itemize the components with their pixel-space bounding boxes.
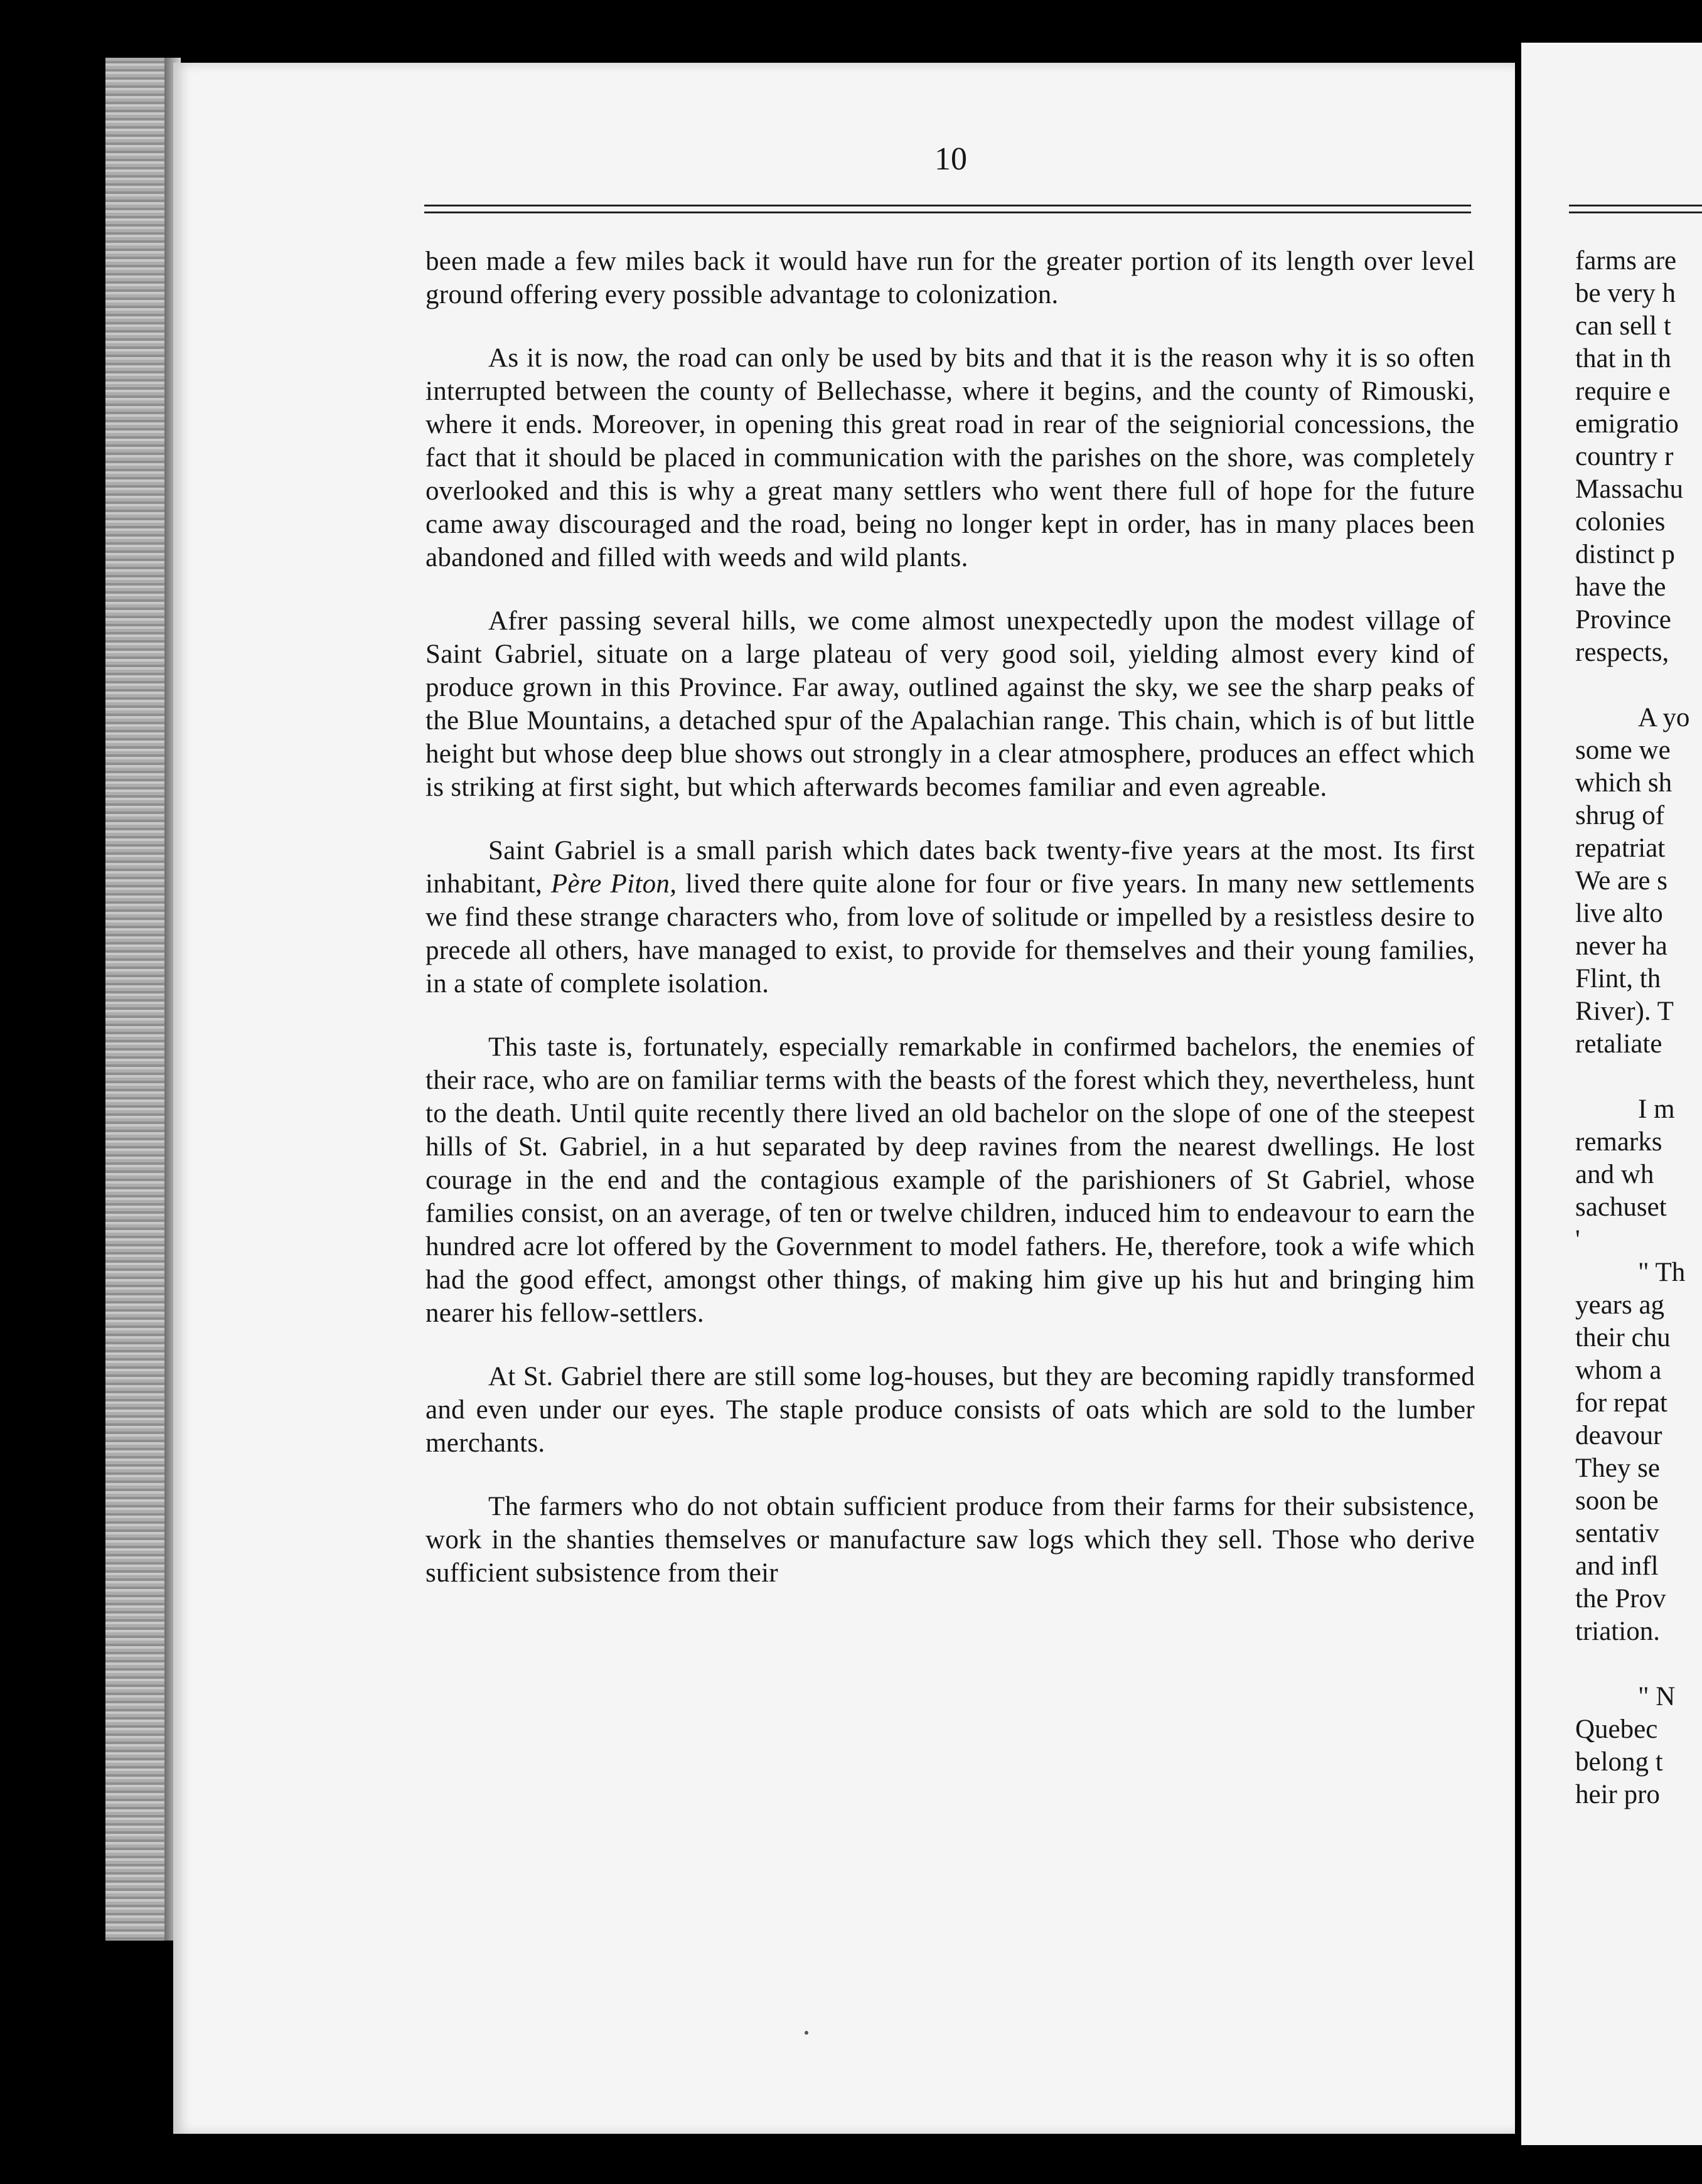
facing-line: the Prov bbox=[1575, 1584, 1666, 1614]
facing-line: ' bbox=[1575, 1225, 1580, 1255]
facing-line: They se bbox=[1575, 1453, 1660, 1483]
facing-line: heir pro bbox=[1575, 1780, 1660, 1809]
facing-line: Quebec bbox=[1575, 1715, 1658, 1744]
italic-name: Père Piton, bbox=[550, 869, 677, 899]
facing-line: require e bbox=[1575, 377, 1671, 406]
facing-line: emigratio bbox=[1575, 409, 1679, 439]
facing-line: " Th bbox=[1638, 1258, 1686, 1287]
facing-header-rule bbox=[1569, 205, 1702, 213]
facing-line: shrug of bbox=[1575, 801, 1665, 830]
facing-line: We are s bbox=[1575, 866, 1667, 896]
facing-line: soon be bbox=[1575, 1486, 1659, 1516]
paragraph: Afrer passing several hills, we come almost unexpectedly upon the modest village of Saint Gabriel, situate on a large plateau of very good soil, yielding almost every kind of produce grown in this Province. Far away, outlined against the sky, we see the sharp peaks of the Blue Mountains, a detached spur of the Apalachian range. This chain, which is of but little height but whose deep blue shows out strongly in a clear atmosphere, produces an effect which is striking at first sight, but which afterwards becomes familiar and even agreable. bbox=[426, 606, 1475, 802]
facing-line: farms are bbox=[1575, 246, 1677, 276]
paragraph bbox=[426, 834, 1475, 1000]
facing-line: Flint, th bbox=[1575, 964, 1661, 993]
facing-line: their chu bbox=[1575, 1323, 1671, 1352]
paragraph: This taste is, fortunately, especially remarkable in confirmed bachelors, the enemies of their race, who are on familiar terms with the beasts of the forest which they, nevertheless, hunt to the death. Until quite recently there lived an old bachelor on the slope of one of the steepest hills of St. Gabriel, in a hut separated by deep ravines from the nearest dwellings. He lost courage in the end and the contagious example of the parishioners of St Gabriel, whose families consist, on an average, of ten or twelve children, induced him to endeavour to earn the hundred acre lot offered by the Government to model fathers. He, therefore, took a wife which had the good effect, amongst other things, of making him give up his hut and bringing him nearer his fellow-settlers. bbox=[426, 1032, 1475, 1328]
facing-line: live alto bbox=[1575, 899, 1663, 928]
facing-line: have the bbox=[1575, 572, 1666, 602]
facing-line: and wh bbox=[1575, 1160, 1654, 1189]
facing-line: country r bbox=[1575, 442, 1674, 471]
facing-line: and infl bbox=[1575, 1551, 1659, 1581]
facing-line: sentativ bbox=[1575, 1519, 1659, 1548]
facing-line: repatriat bbox=[1575, 833, 1666, 863]
facing-line: that in th bbox=[1575, 344, 1671, 373]
facing-line: remarks bbox=[1575, 1127, 1662, 1157]
facing-line: Province bbox=[1575, 605, 1671, 634]
facing-line: retaliate bbox=[1575, 1029, 1662, 1059]
facing-line: I m bbox=[1638, 1095, 1675, 1124]
paragraph: been made a few miles back it would have run for the greater portion of its length over level ground offering every possible advantage to colonization. bbox=[426, 247, 1475, 309]
paragraph: The farmers who do not obtain sufficient produce from their farms for their subsistence, work in the shanties themselves or manufacture saw logs which they sell. Those who derive sufficient subsistence from their bbox=[426, 1492, 1475, 1588]
facing-line: " N bbox=[1638, 1682, 1676, 1711]
main-text-column bbox=[426, 245, 1475, 1620]
facing-page-text bbox=[1575, 245, 1702, 1811]
facing-line: years ag bbox=[1575, 1290, 1665, 1320]
facing-line: never ha bbox=[1575, 931, 1667, 961]
facing-line: belong t bbox=[1575, 1747, 1663, 1777]
facing-line: for repat bbox=[1575, 1388, 1667, 1418]
facing-line: River). T bbox=[1575, 997, 1674, 1026]
paragraph: At St. Gabriel there are still some log-houses, but they are becoming rapidly transformed and even under our eyes. The staple produce consists of oats which are sold to the lumber merchants. bbox=[426, 1362, 1475, 1458]
facing-line: distinct p bbox=[1575, 540, 1675, 569]
page-number: 10 bbox=[934, 141, 967, 177]
facing-line: can sell t bbox=[1575, 311, 1671, 341]
facing-line: respects, bbox=[1575, 638, 1669, 667]
facing-line: A yo bbox=[1638, 703, 1690, 732]
print-speck bbox=[805, 2031, 808, 2035]
paragraph-text: Saint Gabriel is a small parish which dates back twenty-five years at the most. Its first inhabitant, bbox=[426, 836, 1475, 899]
facing-line: whom a bbox=[1575, 1356, 1662, 1385]
paragraph-text: lived there quite alone for four or five years. In many new settlements we find these strange characters who, from love of solitude or impelled by a resistless desire to precede all others, have managed to exist, to provide for themselves and their young families, in a state of complete isolation. bbox=[426, 869, 1475, 998]
facing-line: which sh bbox=[1575, 768, 1673, 798]
paragraph-gap bbox=[1575, 1061, 1702, 1093]
paragraph-gap bbox=[1575, 1648, 1702, 1681]
facing-line: deavour bbox=[1575, 1421, 1662, 1450]
facing-line: colonies bbox=[1575, 507, 1666, 537]
paragraph-gap bbox=[1575, 669, 1702, 702]
facing-line: triation. bbox=[1575, 1617, 1660, 1646]
facing-line: some we bbox=[1575, 736, 1671, 765]
facing-line: Massachu bbox=[1575, 474, 1683, 504]
paragraph: As it is now, the road can only be used by bits and that it is the reason why it is so often interrupted between the county of Bellechasse, where it begins, and the county of Rimouski, where it ends. Moreover, in opening this great road in rear of the seigniorial concessions, the fact that it should be placed in communication with the parishes on the shore, was completely overlooked and this is why a great many settlers who went there full of hope for the future came away discouraged and the road, being no longer kept in order, has in many places been abandoned and filled with weeds and wild plants. bbox=[426, 343, 1475, 572]
facing-line: sachuset bbox=[1575, 1192, 1667, 1222]
facing-line: be very h bbox=[1575, 279, 1676, 308]
header-rule bbox=[424, 205, 1471, 213]
